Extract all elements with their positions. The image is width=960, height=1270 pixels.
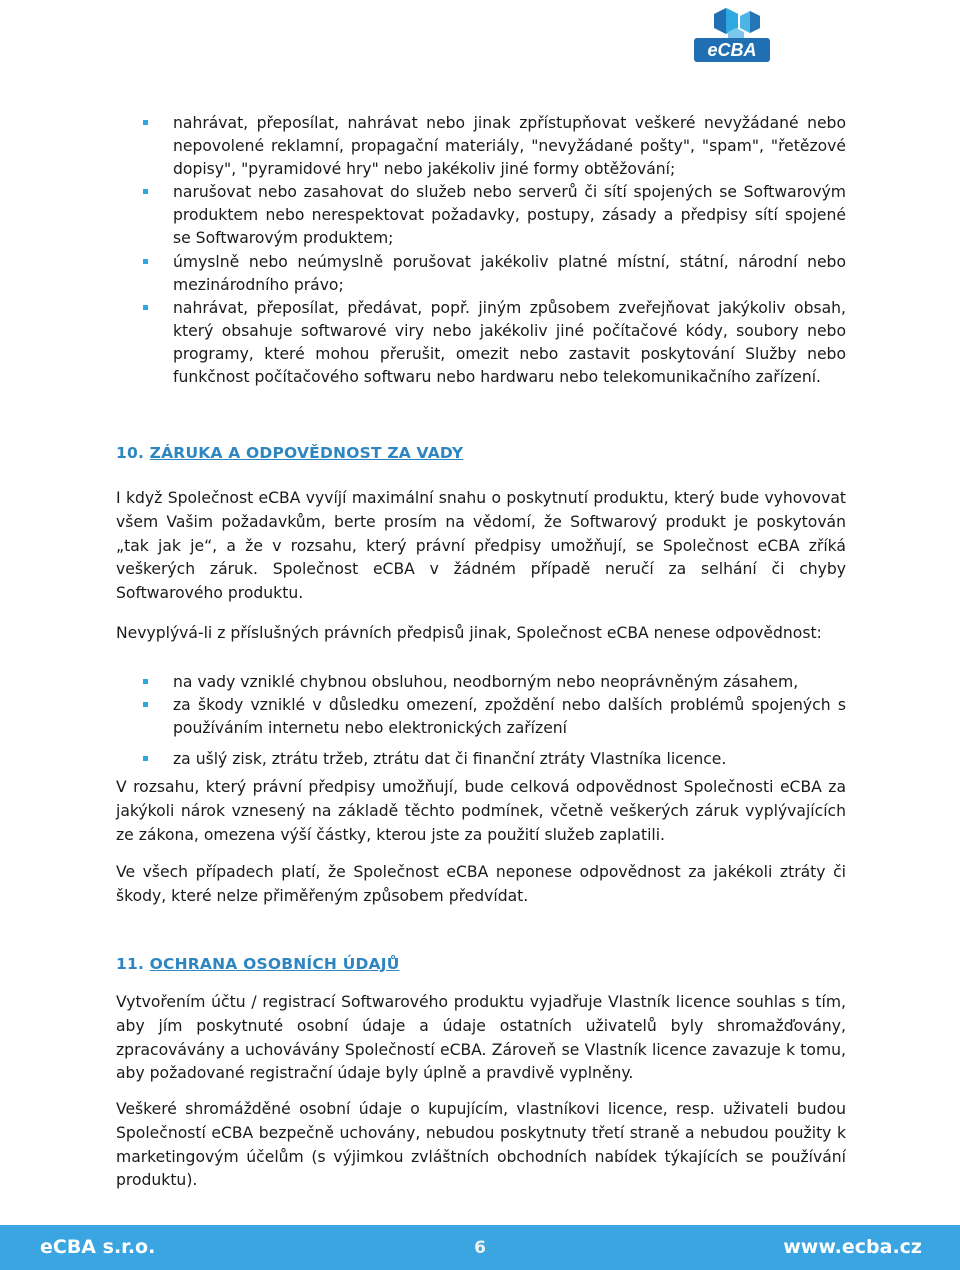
footer-company: eCBA s.r.o. bbox=[40, 1236, 156, 1258]
svg-text:eCBA: eCBA bbox=[707, 40, 757, 60]
bullet-icon bbox=[143, 756, 148, 761]
bullet-icon bbox=[143, 189, 148, 194]
liability-exclusions-list bbox=[116, 671, 846, 771]
list-item: nahrávat, přeposílat, předávat, popř. jiným způsobem zveřejňovat jakýkoliv obsah, který obsahuje softwarové viry nebo jakékoliv jiné počítačové kódy, soubory nebo programy, které mohou přerušit, omezit nebo zastavit poskytování Služby nebo funkčnost počítačového softwaru nebo hardwaru nebo telekomunikačního zařízení. bbox=[116, 297, 846, 388]
section-10-paragraph-4: Ve všech případech platí, že Společnost eCBA neponese odpovědnost za jakékoli ztráty či škody, které nelze přiměřeným způsobem předvídat. bbox=[116, 863, 846, 905]
section-11-paragraph-2: Veškeré shromážděné osobní údaje o kupujícím, vlastníkovi licence, resp. uživateli budou Společností eCBA bezpečně uchovány, nebudou poskytnuty třetí straně a nebudou použity k marketingovým účelům (s výjimkou zvláštních obchodních nabídek týkajících se používání produktu). bbox=[116, 1100, 846, 1190]
list-item: narušovat nebo zasahovat do služeb nebo serverů či sítí spojených se Softwarovým produktem nebo nerespektovat požadavky, postupy, zásady a předpisy sítí spojené se Softwarovým produktem; bbox=[116, 181, 846, 249]
prohibited-actions-list bbox=[116, 112, 846, 390]
section-11-paragraph-1: Vytvořením účtu / registrací Softwarového produktu vyjadřuje Vlastník licence souhlas s tím, aby jím poskytnuté osobní údaje a údaje ostatních uživatelů byly shromažďovány, zpracovávány a uchovávány Společností eCBA. Zároveň se Vlastník licence zavazuje k tomu, aby požadované registrační údaje byly úplně a pravdivě vyplněny. bbox=[116, 993, 846, 1083]
section-10-paragraph-3: V rozsahu, který právní předpisy umožňují, bude celková odpovědnost Společnosti eCBA za jakýkoli nárok vznesený na základě těchto podmínek, včetně veškerých záruk vyplývajících ze zákona, omezena výší částky, kterou jste za použití služeb zaplatili. bbox=[116, 778, 846, 844]
bullet-icon bbox=[143, 120, 148, 125]
bullet-icon bbox=[143, 305, 148, 310]
ecba-logo bbox=[692, 4, 772, 64]
section-11-heading: 11. OCHRANA OSOBNÍCH ÚDAJŮ bbox=[116, 955, 400, 973]
list-item: za ušlý zisk, ztrátu tržeb, ztrátu dat či finanční ztráty Vlastníka licence. bbox=[116, 748, 846, 771]
section-10-paragraph-1: I když Společnost eCBA vyvíjí maximální snahu o poskytnutí produktu, který bude vyhovovat všem Vašim požadavkům, berte prosím na vědomí, že Softwarový produkt je poskytován „tak jak je“, a že v rozsahu, který právní předpisy umožňují, se Společnost eCBA zříká veškerých záruk. Společnost eCBA v žádném případě neručí za selhání či chyby Softwarového produktu. bbox=[116, 489, 846, 603]
page-number: 6 bbox=[474, 1238, 486, 1258]
list-item: na vady vzniklé chybnou obsluhou, neodborným nebo neoprávněným zásahem, bbox=[116, 671, 846, 694]
bullet-icon bbox=[143, 702, 148, 707]
bullet-icon bbox=[143, 679, 148, 684]
section-10-paragraph-2: Nevyplývá-li z příslušných právních předpisů jinak, Společnost eCBA nenese odpovědnost: bbox=[116, 624, 822, 642]
section-10-heading: 10. ZÁRUKA A ODPOVĚDNOST ZA VADY bbox=[116, 444, 464, 462]
bullet-icon bbox=[143, 259, 148, 264]
list-item: úmyslně nebo neúmyslně porušovat jakékoliv platné místní, státní, národní nebo mezinárodního právo; bbox=[116, 251, 846, 297]
footer-website-link[interactable]: www.ecba.cz bbox=[783, 1236, 922, 1258]
list-item: nahrávat, přeposílat, nahrávat nebo jinak zpřístupňovat veškeré nevyžádané nebo nepovolené reklamní, propagační materiály, "nevyžádané pošty", "spam", "řetězové dopisy", "pyramidové hry" nebo jakékoliv jiné formy obtěžování; bbox=[116, 112, 846, 180]
list-item: za škody vzniklé v důsledku omezení, zpoždění nebo dalších problémů spojených s používáním internetu nebo elektronických zařízení bbox=[116, 694, 846, 740]
page-footer bbox=[0, 1225, 960, 1270]
